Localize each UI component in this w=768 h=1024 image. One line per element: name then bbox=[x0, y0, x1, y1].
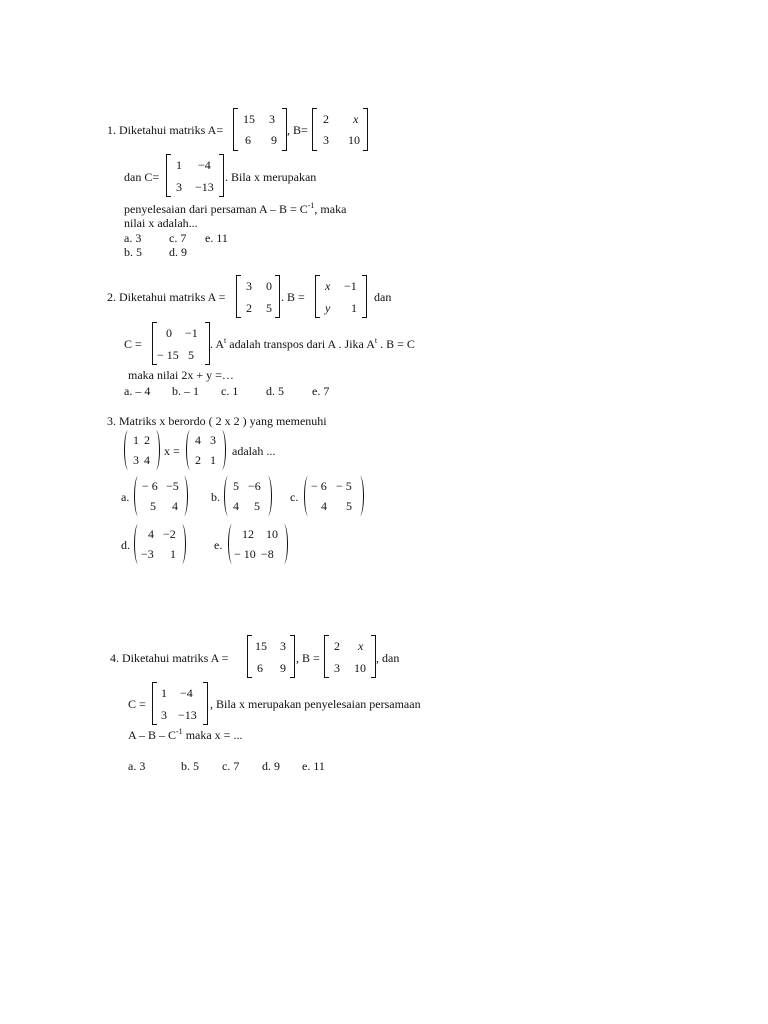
matrix-cell: −1 bbox=[344, 279, 357, 293]
q2-option-d: d. 5 bbox=[266, 384, 284, 398]
q1-c-label: dan C= bbox=[124, 170, 160, 184]
matrix-cell: − 10 bbox=[234, 547, 256, 561]
q4-dan-text: , dan bbox=[376, 651, 400, 665]
q2-option-a: a. – 4 bbox=[124, 384, 151, 398]
q3-option-e-label: e. bbox=[214, 538, 223, 552]
matrix-cell: 5 bbox=[150, 499, 156, 513]
matrix-cell: −4 bbox=[180, 686, 193, 700]
matrix-cell: −8 bbox=[261, 547, 274, 561]
matrix-cell: 4 bbox=[321, 499, 327, 513]
q3-option-c-matrix[interactable] bbox=[304, 476, 364, 516]
q4-c-label: C = bbox=[128, 697, 146, 711]
q3-matrix-n bbox=[186, 430, 226, 470]
q1-option-a: a. 3 bbox=[124, 231, 142, 245]
matrix-cell: 1 bbox=[170, 547, 176, 561]
matrix-cell: 6 bbox=[257, 661, 263, 675]
q2-b-label: . B = bbox=[281, 290, 305, 304]
q3-adalah-text: adalah ... bbox=[232, 444, 276, 458]
q1-intro-text: 1. Diketahui matriks A= bbox=[107, 123, 224, 137]
q1-equation-text: penyelesaian dari persaman $A - B = C^{-1}$, maka bbox=[124, 201, 347, 216]
matrix-cell: −1 bbox=[185, 326, 198, 340]
q2-option-e: e. 7 bbox=[312, 384, 330, 398]
matrix-cell: −2 bbox=[163, 527, 176, 541]
matrix-cell: −4 bbox=[198, 158, 211, 172]
matrix-cell: 4 bbox=[195, 433, 201, 447]
q4-matrix-b bbox=[324, 635, 376, 678]
matrix-cell: 2 bbox=[144, 433, 150, 447]
matrix-cell: −13 bbox=[195, 180, 214, 194]
q4-intro-text: 4. Diketahui matriks A = bbox=[110, 651, 229, 665]
matrix-cell: y bbox=[325, 301, 331, 315]
q1-b-label: , B= bbox=[287, 123, 308, 137]
matrix-cell: 3 bbox=[176, 180, 182, 194]
matrix-cell: 15 bbox=[255, 639, 267, 653]
matrix-cell: 4 bbox=[172, 499, 178, 513]
matrix-cell: 4 bbox=[233, 499, 239, 513]
matrix-cell: −6 bbox=[248, 479, 261, 493]
matrix-cell: 3 bbox=[269, 112, 275, 126]
q2-transpose-text: . $A^t$ adalah transpos dari A . Jika $A^t$ . B = C bbox=[210, 336, 415, 351]
matrix-cell: 6 bbox=[245, 133, 251, 147]
matrix-cell: 3 bbox=[161, 708, 167, 722]
q2-c-label: C = bbox=[124, 337, 142, 351]
q3-option-a-label: a. bbox=[121, 490, 130, 504]
matrix-cell: 2 bbox=[246, 301, 252, 315]
q2-dan-text: dan bbox=[374, 290, 392, 304]
matrix-cell: 10 bbox=[348, 133, 360, 147]
matrix-cell: 1 bbox=[176, 158, 182, 172]
q4-option-c: c. 7 bbox=[222, 759, 240, 773]
matrix-cell: 1 bbox=[133, 433, 139, 447]
q3-option-c-label: c. bbox=[290, 490, 299, 504]
q4-option-e: e. 11 bbox=[302, 759, 325, 773]
matrix-cell: 5 bbox=[188, 348, 194, 362]
matrix-cell: 1 bbox=[161, 686, 167, 700]
matrix-cell: − 6 bbox=[142, 479, 158, 493]
q4-equation-text: A – B – $C^{-1}$ maka x = ... bbox=[128, 727, 243, 742]
q1-option-c: c. 7 bbox=[169, 231, 187, 245]
q3-option-e-matrix[interactable] bbox=[228, 524, 288, 564]
q4-option-b: b. 5 bbox=[181, 759, 199, 773]
q3-option-b-label: b. bbox=[211, 490, 220, 504]
q4-b-label: , B = bbox=[296, 651, 320, 665]
matrix-cell: 9 bbox=[280, 661, 286, 675]
matrix-cell: 5 bbox=[233, 479, 239, 493]
matrix-cell: x bbox=[358, 639, 364, 653]
matrix-cell: − 15 bbox=[157, 348, 179, 362]
matrix-cell: 9 bbox=[271, 133, 277, 147]
q4-option-a: a. 3 bbox=[128, 759, 146, 773]
matrix-cell: 3 bbox=[323, 133, 329, 147]
q1-matrix-a bbox=[233, 108, 287, 151]
q3-option-d-label: d. bbox=[121, 538, 130, 552]
matrix-cell: 4 bbox=[148, 527, 154, 541]
matrix-cell: 5 bbox=[254, 499, 260, 513]
matrix-cell: 5 bbox=[346, 499, 352, 513]
matrix-cell: −5 bbox=[166, 479, 179, 493]
q3-option-a-matrix[interactable] bbox=[134, 476, 188, 516]
q2-option-c: c. 1 bbox=[221, 384, 239, 398]
q1-matrix-b bbox=[312, 108, 368, 151]
q4-option-d: d. 9 bbox=[262, 759, 280, 773]
matrix-cell: x bbox=[325, 279, 331, 293]
matrix-cell: 4 bbox=[144, 453, 150, 467]
q1-condition-text: . Bila x merupakan bbox=[225, 170, 317, 184]
q3-option-b-matrix[interactable] bbox=[224, 476, 272, 516]
matrix-cell: − 5 bbox=[336, 479, 352, 493]
matrix-cell: 3 bbox=[210, 433, 216, 447]
matrix-cell: 3 bbox=[133, 453, 139, 467]
q2-intro-text: 2. Diketahui matriks A = bbox=[107, 290, 226, 304]
matrix-cell: 3 bbox=[280, 639, 286, 653]
matrix-cell: 15 bbox=[243, 112, 255, 126]
q2-matrix-c bbox=[152, 322, 210, 365]
matrix-cell: 0 bbox=[266, 279, 272, 293]
q1-question-text: nilai x adalah... bbox=[124, 216, 198, 230]
matrix-cell: − 6 bbox=[311, 479, 327, 493]
matrix-cell: 0 bbox=[166, 326, 172, 340]
q3-x-equals: x = bbox=[164, 444, 180, 458]
matrix-cell: 3 bbox=[334, 661, 340, 675]
matrix-cell: 10 bbox=[354, 661, 366, 675]
q3-matrix-m bbox=[124, 430, 160, 470]
q2-matrix-a bbox=[236, 275, 280, 318]
q3-intro-text: 3. Matriks x berordo ( 2 x 2 ) yang memenuhi bbox=[107, 414, 327, 428]
matrix-cell: −3 bbox=[141, 547, 154, 561]
q1-option-b: b. 5 bbox=[124, 245, 142, 259]
matrix-cell: 5 bbox=[266, 301, 272, 315]
q2-question-text: maka nilai 2x + y =… bbox=[128, 368, 234, 382]
q2-matrix-b bbox=[315, 275, 367, 318]
q2-option-b: b. – 1 bbox=[172, 384, 199, 398]
matrix-cell: x bbox=[353, 112, 359, 126]
matrix-cell: 12 bbox=[242, 527, 254, 541]
matrix-cell: 2 bbox=[195, 453, 201, 467]
matrix-cell: 10 bbox=[266, 527, 278, 541]
q4-condition-text: , Bila x merupakan penyelesaian persamaan bbox=[210, 697, 421, 711]
matrix-cell: −13 bbox=[178, 708, 197, 722]
q4-matrix-c bbox=[152, 682, 208, 725]
matrix-cell: 3 bbox=[246, 279, 252, 293]
q1-matrix-c bbox=[166, 154, 224, 197]
matrix-cell: 2 bbox=[323, 112, 329, 126]
q1-option-e: e. 11 bbox=[205, 231, 228, 245]
q4-matrix-a bbox=[247, 635, 295, 678]
matrix-cell: 2 bbox=[334, 639, 340, 653]
q3-option-d-matrix[interactable] bbox=[134, 524, 186, 564]
matrix-cell: 1 bbox=[210, 453, 216, 467]
q1-option-d: d. 9 bbox=[169, 245, 187, 259]
matrix-cell: 1 bbox=[351, 301, 357, 315]
